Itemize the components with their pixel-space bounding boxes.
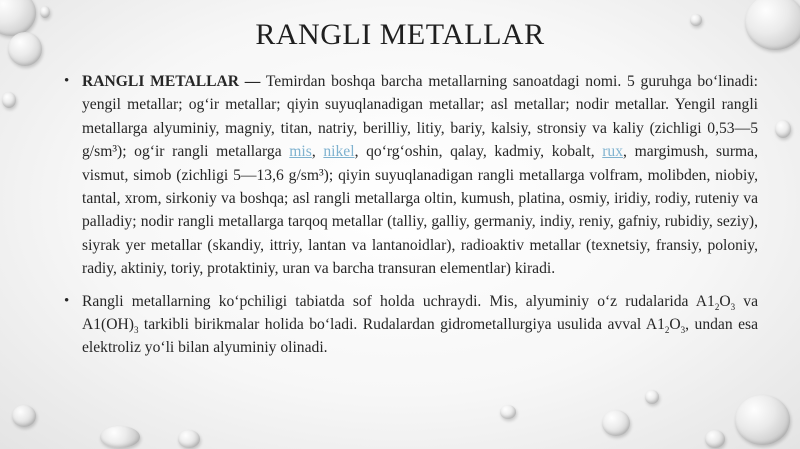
paragraph-text: O (669, 316, 681, 334)
subscript: 2 (664, 325, 670, 336)
link-mis[interactable]: mis (289, 143, 312, 161)
water-drop-decoration (100, 426, 140, 448)
bullet-dot: • (64, 292, 70, 309)
link-rux[interactable]: rux (602, 143, 624, 161)
paragraph-text: , qo‘rg‘oshin, qalay, kadmiy, kobalt, (354, 143, 603, 161)
paragraph-text: Temirdan boshqa barcha metallarning sanoatdagi nomi. 5 guruhga bo‘linadi: yengil metallar; og‘ir metallar; qiyin suyuqlanadigan metallar; asl metallar; nodir metallar. Yengil rangli metallarga alyuminiy, magniy, titan, natriy, berilliy, litiy, bariy, kalsiy, stronsiy va kaliy (zichligi 0,53—5 g/sm³); og‘ir rangli metallarga (82, 73, 758, 161)
water-drop-decoration (178, 430, 200, 448)
bullet-item (62, 70, 758, 281)
water-drop-decoration (775, 120, 791, 138)
paragraph-text: , margimush, surma, vismut, simob (zichligi 5—13,6 g/sm³); qiyin suyuqlanadigan rangli metallarga volfram, molibden, niobiy, tantal, xrom, sirkoniy va boshqa; asl rangli metallarga oltin, kumush, platina, osmiy, iridiy, rodiy, ruteniy va palladiy; nodir rangli metallarga tarqoq metallar (talliy, galliy, germaniy, indiy, reniy, gafniy, rubidiy, seziy), siyrak yer metallar (skandiy, ittriy, lantan va lantanoidlar), radioaktiv metallar (texnetsiy, fransiy, poloniy, radiy, aktiniy, toriy, protaktiniy, uran va barcha transuran elementlar) kiradi. (82, 143, 758, 278)
link-nikel[interactable]: nikel (323, 143, 355, 161)
water-drop-decoration (735, 395, 790, 445)
water-drop-decoration (645, 390, 659, 404)
subscript: 3 (680, 325, 686, 336)
paragraph-text: O (719, 292, 731, 310)
paragraph-text: , undan esa elektroliz yo‘li bilan alyuminiy olinadi. (82, 316, 758, 357)
water-drop-decoration (40, 6, 50, 18)
paragraph-text: tarkibli birikmalar holida bo‘ladi. Rudalardan gidrometallurgiya usulida avval A1 (138, 316, 665, 334)
bullet-item (62, 290, 758, 360)
slide-title: RANGLI METALLAR (255, 18, 545, 51)
slide-body (62, 70, 758, 369)
water-drop-decoration (2, 92, 16, 108)
water-drop-decoration (705, 430, 725, 448)
subscript: 3 (730, 301, 736, 312)
subscript: 3 (133, 325, 139, 336)
water-drop-decoration (12, 405, 36, 427)
paragraph-text: Rangli metallarning ko‘pchiligi tabiatda sof holda uchraydi. Mis, alyuminiy o‘z rudalarida A1 (82, 292, 715, 310)
water-drop-decoration (500, 405, 516, 419)
paragraph-text: va A1(OH) (82, 292, 758, 334)
water-drop-decoration (602, 410, 630, 436)
paragraph-text: , (311, 143, 324, 161)
term-heading: RANGLI METALLAR — (82, 73, 261, 90)
subscript: 2 (714, 301, 720, 312)
bullet-dot: • (64, 73, 70, 89)
